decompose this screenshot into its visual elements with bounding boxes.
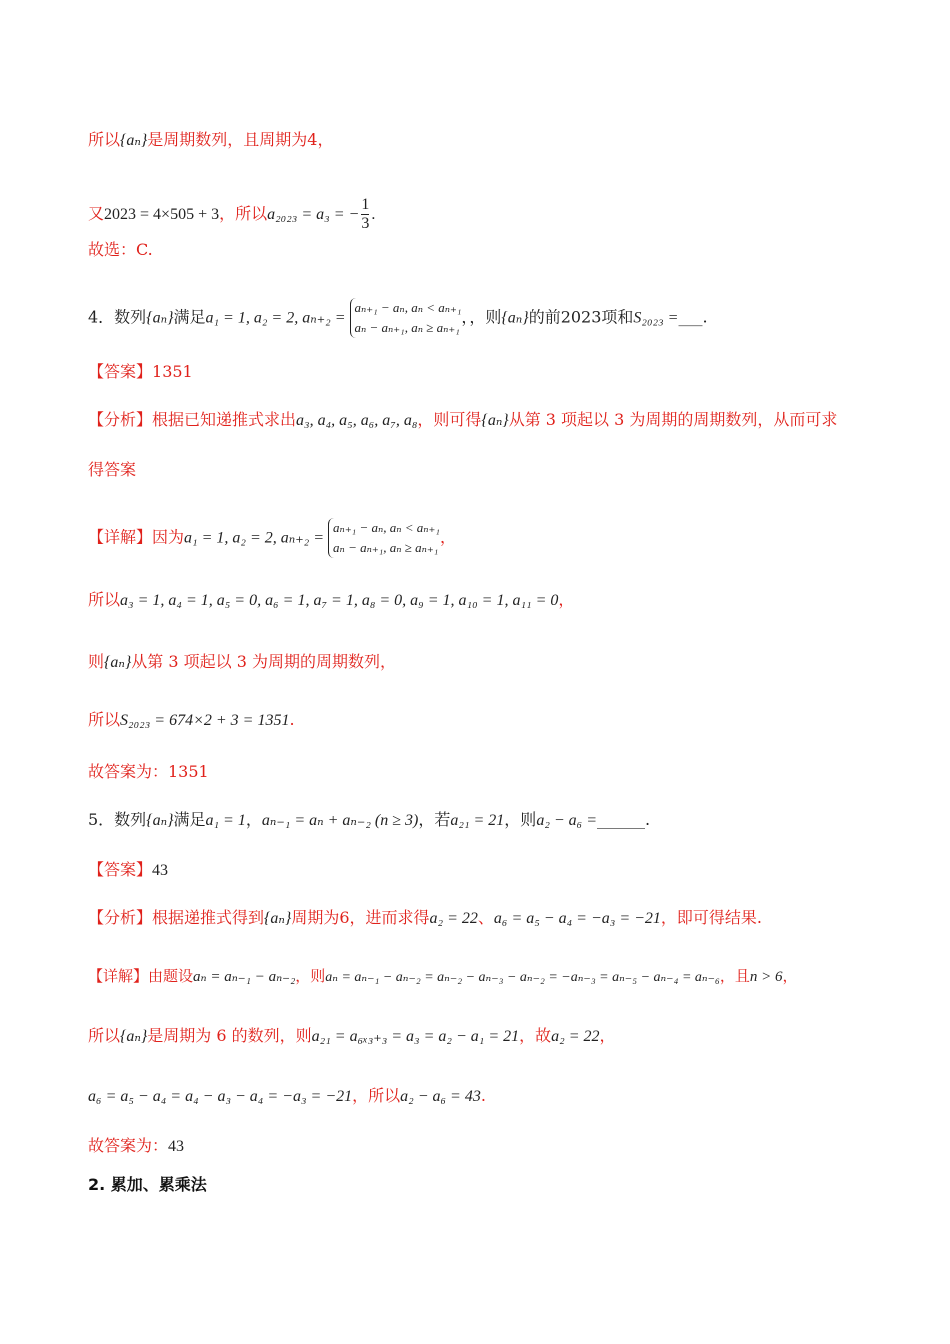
text: ，所以	[352, 1086, 401, 1105]
math-expression: aₙ = aₙ₋₁ − aₙ₋₂	[193, 969, 296, 985]
text: 、	[477, 908, 494, 927]
sequence-symbol: {aₙ}	[146, 309, 174, 327]
detail-4-final	[88, 762, 209, 782]
section-heading: 2. 累加、累乘法	[88, 1175, 207, 1194]
analysis-5	[88, 908, 762, 929]
math-expression: n > 6	[749, 969, 783, 985]
sequence-symbol: {aₙ}	[104, 654, 132, 671]
text: 则	[88, 652, 105, 671]
math-expression: a₃ = 1, a₄ = 1, a₅ = 0, a₆ = 1, a₇ = 1, a₈ = 0, a₉ = 1, a₁₀ = 1, a₁₁ = 0	[120, 592, 559, 609]
math-expression: S₂₀₂₃ =	[633, 309, 679, 327]
text: 所以	[88, 710, 121, 729]
sequence-symbol: {aₙ}	[146, 812, 174, 829]
math-expression: a₂ = 22	[551, 1028, 600, 1045]
math-expression: a₂₁ = a₆ₓ₃₊₃ = a₃ = a₂ − a₁ = 21	[311, 1028, 520, 1045]
line-a2023-computation	[88, 196, 375, 233]
text: ，	[782, 967, 798, 985]
text: ，则	[504, 810, 537, 829]
math-expression: a₁ = 1, a₂ = 2, aₙ₊₂ =	[184, 529, 325, 547]
text: ，则	[295, 967, 326, 985]
piecewise-case: aₙ₊₁ − aₙ, aₙ < aₙ₊₁	[354, 300, 462, 315]
text: 从第 3 项起以 3 为周期的周期数列，从而可求	[508, 410, 838, 429]
math-expression: a₂₀₂₃ = a₃ = −	[267, 206, 360, 223]
text: 从第 3 项起以 3 为周期的周期数列，	[131, 652, 397, 671]
piecewise-brace	[350, 298, 462, 338]
sequence-symbol: {aₙ}	[120, 1028, 148, 1045]
sequence-symbol: {aₙ}	[501, 309, 529, 327]
math-expression: a₁ = 1, a₂ = 2, aₙ₊₂ =	[205, 309, 346, 327]
math-expression: a₂ = 22	[429, 910, 478, 927]
text: 满足	[173, 307, 206, 327]
detail-4	[88, 518, 456, 558]
text: ，若	[418, 810, 451, 829]
text: 根据递推式得到	[152, 908, 265, 927]
text: ，则可得	[417, 410, 482, 429]
piecewise-case: aₙ − aₙ₊₁, aₙ ≥ aₙ₊₁	[354, 320, 460, 335]
text: 所以	[88, 130, 121, 149]
text: 故选：C.	[88, 240, 153, 259]
line-choice-answer	[88, 240, 153, 260]
text: 是周期为 6 的数列，则	[147, 1026, 312, 1045]
text: ，，则	[461, 307, 502, 327]
detail-5-a6	[88, 1086, 486, 1107]
piecewise-case: aₙ − aₙ₊₁, aₙ ≥ aₙ₊₁	[333, 540, 439, 555]
question-5	[88, 810, 650, 831]
detail-4-periodic	[88, 652, 396, 673]
line-periodic-statement	[88, 130, 333, 151]
question-number: 5．数列	[88, 810, 147, 829]
text: .	[645, 810, 651, 829]
fraction	[361, 196, 369, 233]
piecewise-case: aₙ₊₁ − aₙ, aₙ < aₙ₊₁	[333, 520, 440, 535]
analysis-label: 【分析】	[88, 908, 153, 927]
text: 周期为6，进而求得	[291, 908, 430, 927]
text: ，所以	[219, 204, 268, 223]
fraction-denominator: 3	[361, 215, 370, 232]
question-number: 4．数列	[88, 307, 147, 327]
text: ，即可得结果.	[660, 908, 762, 927]
math-expression: 2023 = 4×505 + 3	[104, 206, 220, 223]
answer-4	[88, 362, 193, 382]
analysis-label: 【分析】	[88, 410, 153, 429]
math-expression: a₆ = a₅ − a₄ = −a₃ = −21	[493, 910, 661, 927]
text: 所以	[88, 1026, 121, 1045]
fraction-numerator: 1	[361, 196, 370, 213]
piecewise-brace	[328, 518, 440, 558]
sequence-symbol: {aₙ}	[120, 132, 148, 149]
math-expression: a₂ − a₆ =	[536, 812, 598, 829]
detail-label: 【详解】	[88, 527, 153, 547]
detail-5-final	[88, 1136, 184, 1157]
text: 因为	[152, 527, 185, 547]
answer-5	[88, 860, 168, 881]
math-expression: a₃, a₄, a₅, a₆, a₇, a₈	[296, 412, 418, 429]
answer-value: 43	[168, 1138, 185, 1155]
answer-blank: ___	[678, 307, 703, 327]
text: 满足	[173, 810, 206, 829]
text: 由题设	[148, 967, 194, 985]
answer-label: 【答案】	[88, 860, 153, 879]
text: 故答案为：	[88, 1136, 169, 1155]
math-expression: a₂ − a₆ = 43	[400, 1088, 481, 1105]
text: 是周期数列，且周期为4，	[147, 130, 334, 149]
question-4	[88, 298, 708, 338]
detail-5-periodic	[88, 1026, 616, 1047]
answer-blank: ______	[597, 810, 646, 829]
detail-4-sum	[88, 710, 295, 731]
math-expression: a₆ = a₅ − a₄ = a₄ − a₃ − a₄ = −a₃ = −21	[88, 1088, 353, 1105]
text: 所以	[88, 590, 121, 609]
sequence-symbol: {aₙ}	[264, 910, 292, 927]
text: ，	[558, 590, 575, 609]
math-expression: a₁ = 1	[205, 812, 246, 829]
text: ，	[245, 810, 262, 829]
math-expression: S₂₀₂₃ = 674×2 + 3 = 1351	[120, 712, 290, 729]
answer-value: 43	[152, 862, 169, 879]
sequence-symbol: {aₙ}	[481, 412, 509, 429]
text: 根据已知递推式求出	[152, 410, 297, 429]
text: ，	[439, 527, 456, 547]
text: .	[371, 206, 376, 223]
text: ，故	[519, 1026, 552, 1045]
text: .	[289, 710, 295, 729]
text: 故答案为：1351	[88, 762, 209, 781]
analysis-4	[88, 410, 837, 431]
math-expression: aₙ₋₁ = aₙ + aₙ₋₂ (n ≥ 3)	[261, 812, 419, 829]
text: ，且	[719, 967, 750, 985]
answer-label: 【答案】	[88, 362, 153, 381]
text: .	[480, 1086, 486, 1105]
text: 的前2023项和	[528, 307, 634, 327]
detail-5	[88, 966, 797, 988]
text: .	[702, 307, 708, 327]
answer-value: 1351	[152, 362, 193, 381]
detail-label: 【详解】	[88, 967, 149, 985]
text: ，	[599, 1026, 616, 1045]
detail-4-values	[88, 590, 574, 611]
math-expression: a₂₁ = 21	[450, 812, 505, 829]
math-expression: aₙ = aₙ₋₁ − aₙ₋₂ = aₙ₋₂ − aₙ₋₃ − aₙ₋₂ = −aₙ₋₃ = aₙ₋₅ − aₙ₋₄ = aₙ₋₆	[325, 970, 720, 985]
analysis-4-continued	[88, 460, 136, 480]
text: 得答案	[88, 460, 137, 479]
text: 又	[88, 204, 105, 223]
